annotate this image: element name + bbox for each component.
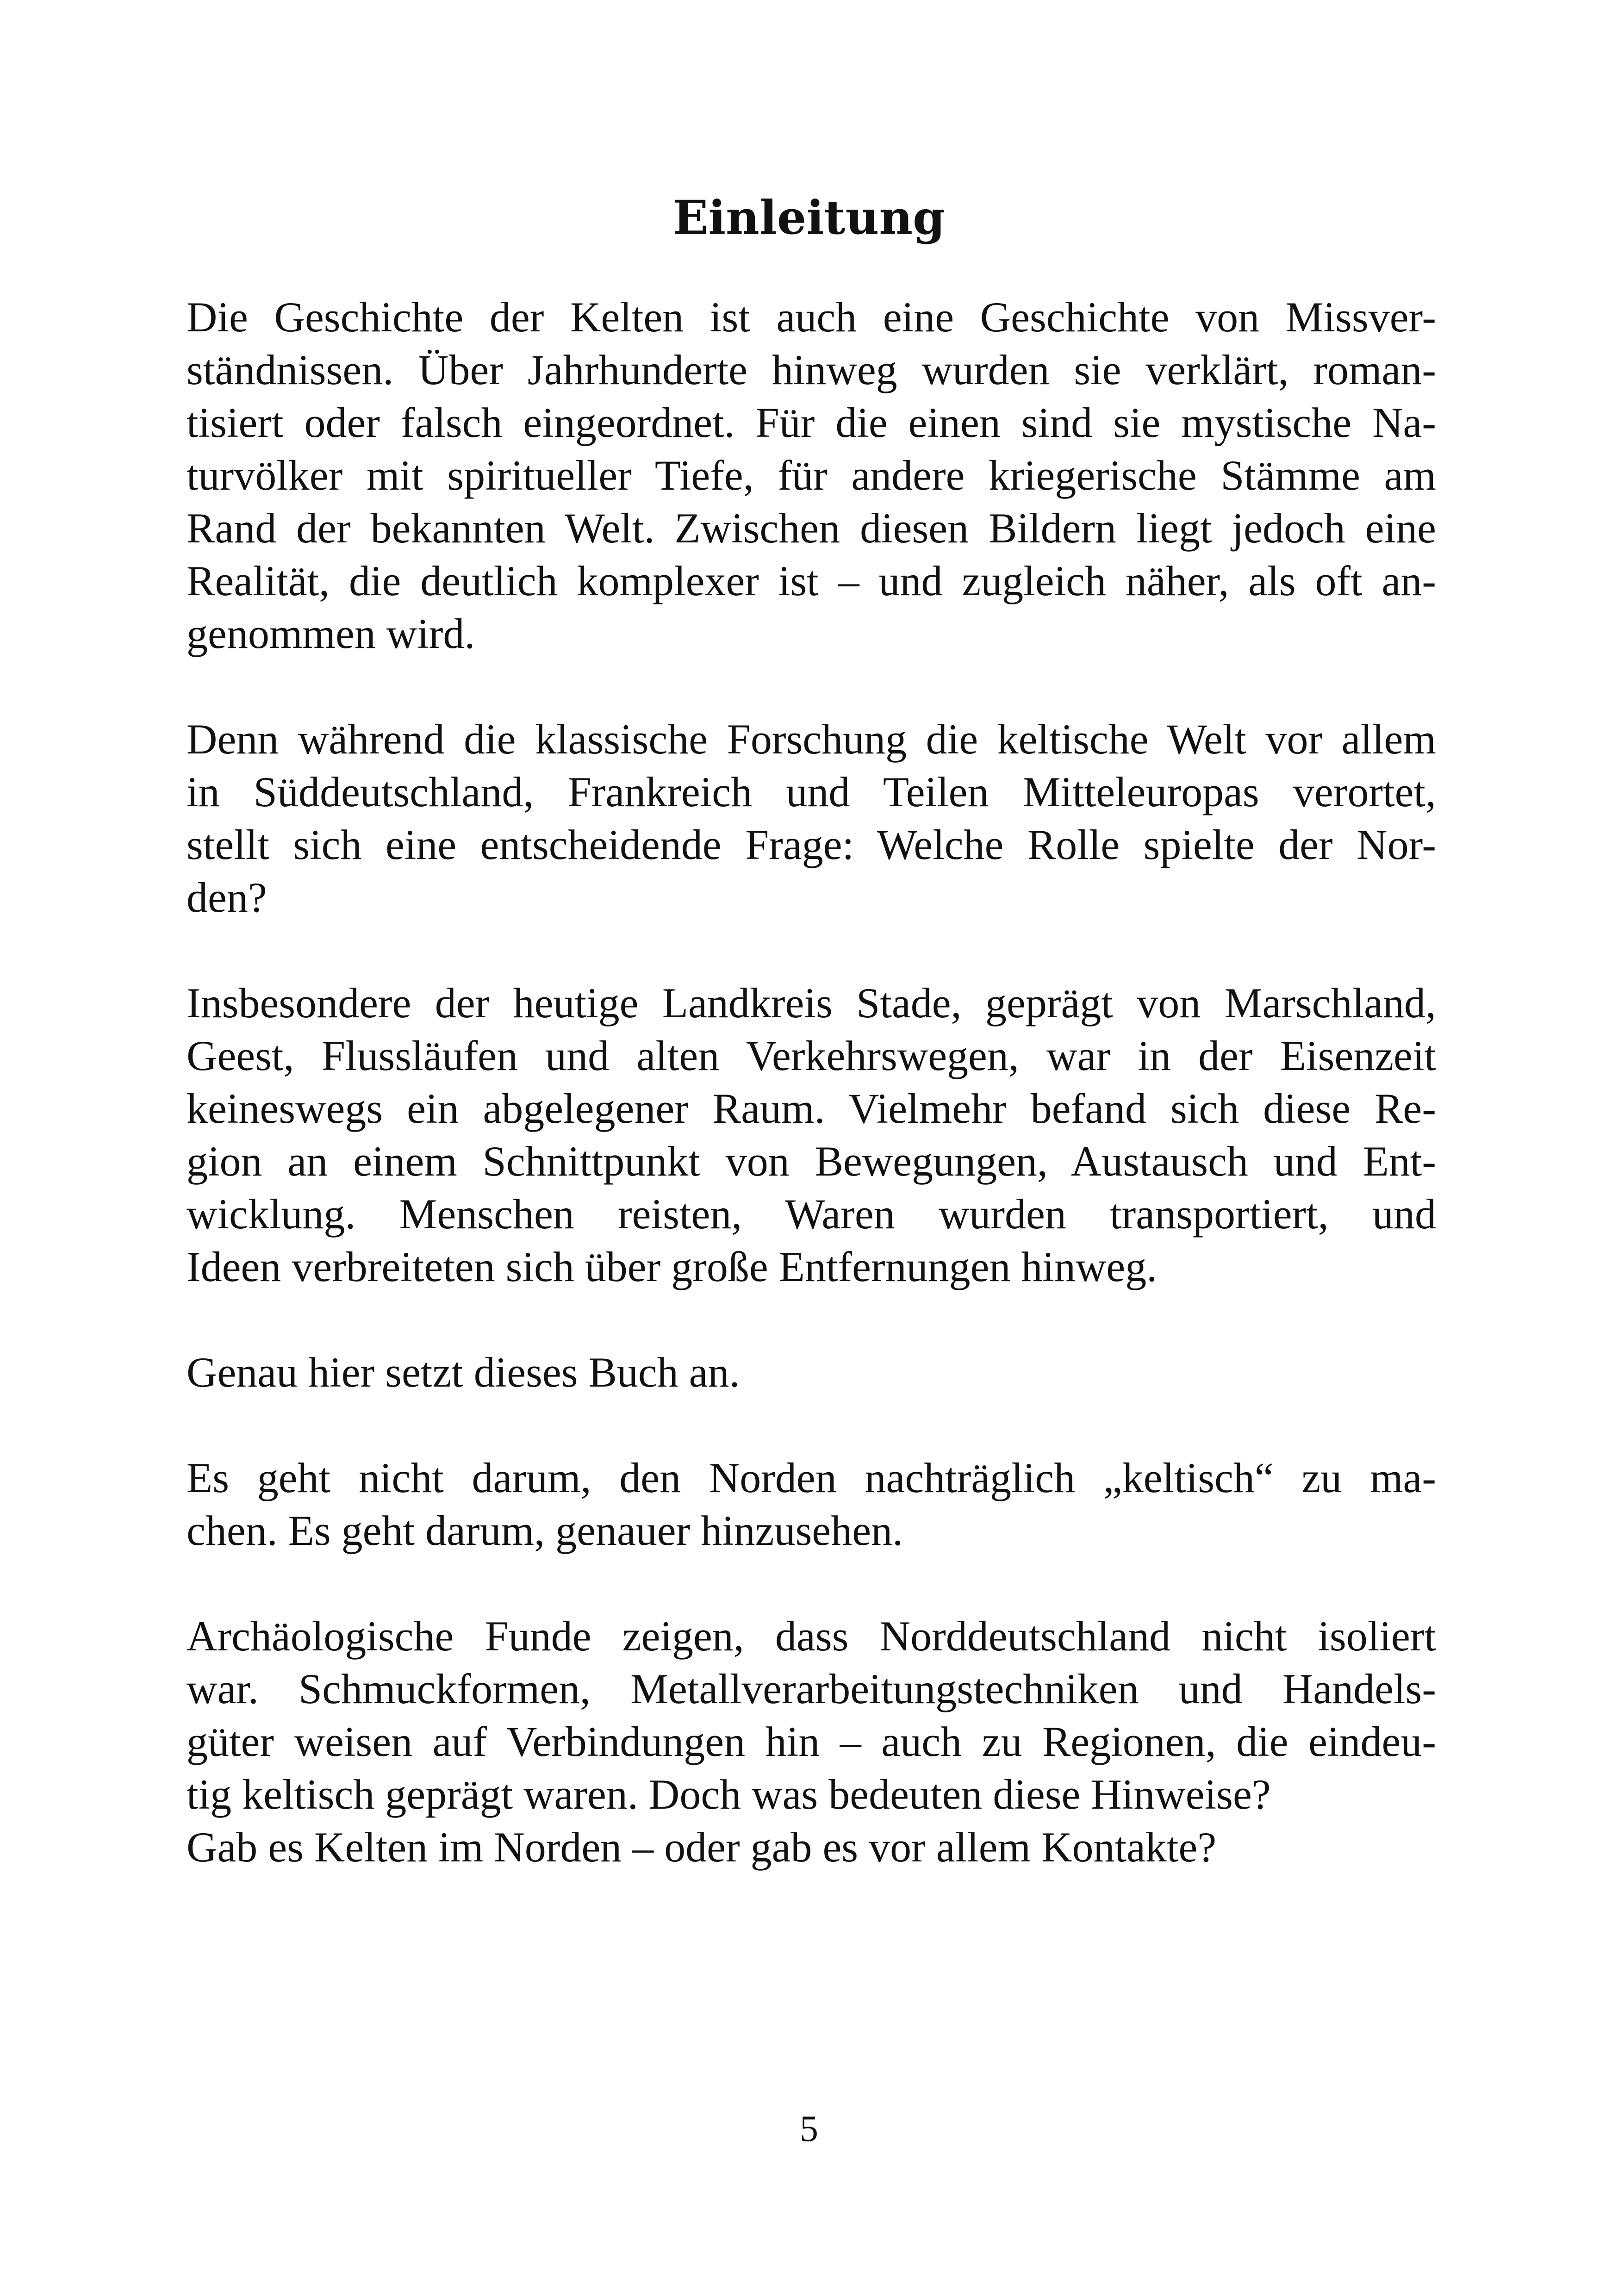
paragraph-2 [187,713,1436,924]
text-line: ständnissen. Über Jahrhunderte hinweg wurden sie verklärt, roman- [187,346,1436,393]
text-line: Geest, Flussläufen und alten Verkehrswegen, war in der Eisenzeit [187,1032,1436,1079]
text-line: turvölker mit spiritueller Tiefe, für andere kriegerische Stämme am [187,452,1436,499]
text-line: Realität, die deutlich komplexer ist – und zugleich näher, als oft an- [187,557,1436,604]
text-line: tisiert oder falsch eingeordnet. Für die einen sind sie mystische Na- [187,399,1436,446]
text-line: tig keltisch geprägt waren. Doch was bedeuten diese Hinweise? [187,1771,1271,1818]
paragraph-4 [187,1346,1436,1399]
text-line: wicklung. Menschen reisten, Waren wurden transportiert, und [187,1190,1436,1238]
text-line: Insbesondere der heutige Landkreis Stade, geprägt von Marschland, [187,979,1436,1027]
text-line: in Süddeutschland, Frankreich und Teilen Mitteleuropas verortet, [187,768,1436,815]
text-line: chen. Es geht darum, genauer hinzusehen. [187,1507,903,1554]
text-line: stellt sich eine entscheidende Frage: Welche Rolle spielte der Nor- [187,821,1436,868]
chapter-body [187,291,1436,1926]
text-line: Rand der bekannten Welt. Zwischen diesen Bildern liegt jedoch eine [187,504,1436,552]
paragraph-3 [187,977,1436,1293]
text-line: Gab es Kelten im Norden – oder gab es vor allem Kontakte? [187,1823,1217,1871]
text-line: Genau hier setzt dieses Buch an. [187,1349,740,1396]
text-line: keineswegs ein abgelegener Raum. Vielmehr befand sich diese Re- [187,1085,1436,1132]
text-line: Ideen verbreiteten sich über große Entfernungen hinweg. [187,1243,1157,1290]
text-line: güter weisen auf Verbindungen hin – auch zu Regionen, die eindeu- [187,1718,1436,1765]
text-line: Denn während die klassische Forschung die keltische Welt vor allem [187,716,1436,763]
text-line: Es geht nicht darum, den Norden nachträglich „keltisch“ zu ma- [187,1454,1436,1501]
text-line: Die Geschichte der Kelten ist auch eine Geschichte von Missver- [187,293,1436,341]
text-line: den? [187,874,267,921]
text-line: war. Schmuckformen, Metallverarbeitungstechniken und Handels- [187,1665,1436,1712]
text-line: gion an einem Schnittpunkt von Bewegungen, Austausch und Ent- [187,1138,1436,1185]
page-number: 5 [800,2109,818,2149]
text-line: Archäologische Funde zeigen, dass Norddeutschland nicht isoliert [187,1612,1436,1660]
text-line: genommen wird. [187,610,475,657]
paragraph-1 [187,291,1436,660]
paragraph-5 [187,1451,1436,1557]
paragraph-6 [187,1610,1436,1873]
chapter-title: Einleitung [672,190,946,245]
